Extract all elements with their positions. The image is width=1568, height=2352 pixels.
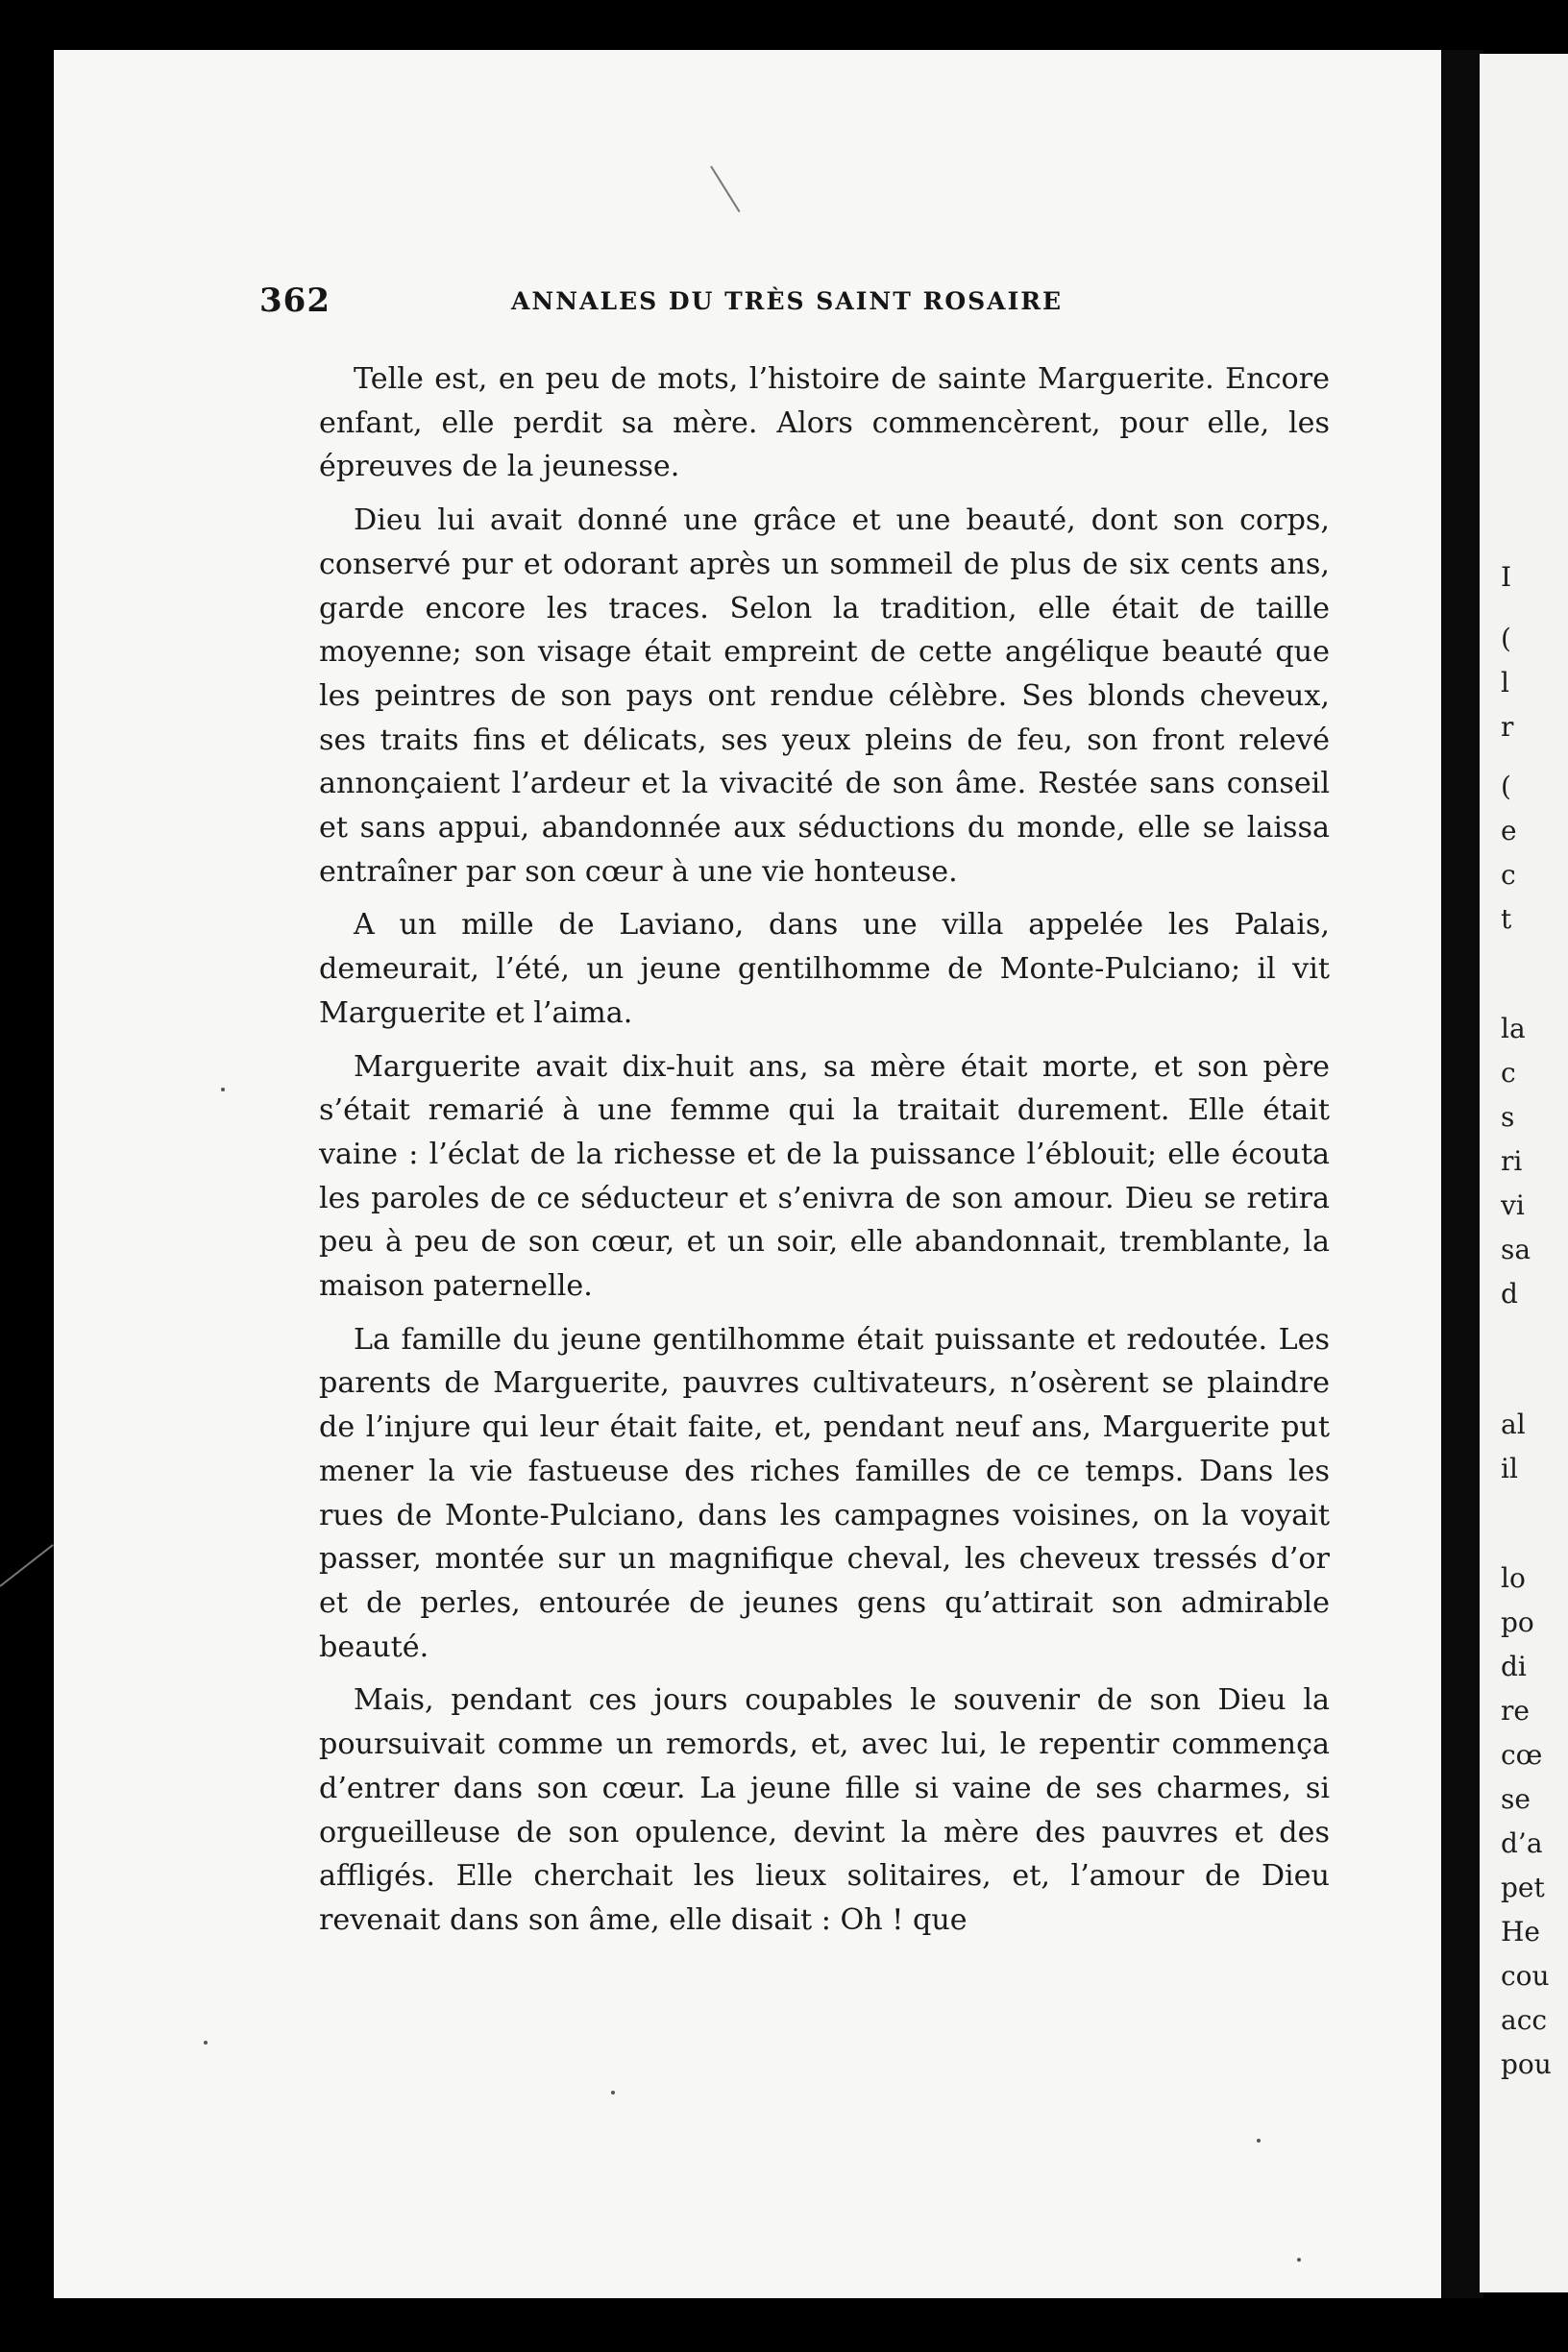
fragment: la	[1501, 1013, 1526, 1044]
paper-speck	[1257, 2139, 1261, 2143]
fragment: d’a	[1501, 1827, 1543, 1859]
fragment: d	[1501, 1278, 1518, 1310]
book-gutter	[1441, 50, 1483, 2298]
fragment: lo	[1501, 1562, 1526, 1594]
fragment: I	[1501, 561, 1512, 593]
fragment: il	[1501, 1453, 1518, 1484]
fragment: acc	[1501, 2004, 1548, 2036]
fragment: ri	[1501, 1145, 1523, 1177]
fragment: cou	[1501, 1960, 1550, 1992]
running-title: ANNALES DU TRÈS SAINT ROSAIRE	[511, 287, 1064, 315]
next-page-edge	[1480, 54, 1568, 2292]
fragment: re	[1501, 1695, 1530, 1727]
paper-speck	[1297, 2258, 1301, 2262]
paragraph: La famille du jeune gentilhomme était puissante et redoutée. Les parents de Marguerite, pauvres cultivateurs, n’osèrent se plaindre de l’injure qui leur était faite, et, pendant neuf ans, Marguerite put mener la vie fastueuse des riches familles de ce temps. Dans les rues de Monte-Pulciano, dans les campagnes voisines, on la voyait passer, montée sur un magnifique cheval, les cheveux tressés d’or et de perles, entourée de jeunes gens qu’attirait son admirable beauté.	[319, 1322, 1330, 1664]
paper-speck	[221, 1088, 225, 1091]
paragraph: Mais, pendant ces jours coupables le souvenir de son Dieu la poursuivait comme un remords, et, avec lui, le repentir commença d’entrer dans son cœur. La jeune fille si vaine de ses charmes, si orgueilleuse de son opulence, devint la mère des pauvres et des affligés. Elle cherchait les lieux solitaires, et, l’amour de Dieu revenait dans son âme, elle disait : Oh ! que	[319, 1683, 1330, 1937]
fragment: t	[1501, 903, 1512, 935]
fragment: (	[1501, 771, 1511, 802]
page-header	[259, 282, 1326, 330]
fragment: He	[1501, 1916, 1540, 1948]
fragment: c	[1501, 1057, 1516, 1089]
page-body	[319, 357, 1330, 1943]
fragment: s	[1501, 1101, 1515, 1133]
fragment: vi	[1501, 1189, 1525, 1221]
fragment: al	[1501, 1409, 1526, 1440]
fragment: po	[1501, 1606, 1534, 1638]
next-page-text-fragments	[1480, 54, 1568, 2292]
paper-speck	[204, 2041, 208, 2045]
film-scratch	[0, 1544, 54, 1587]
fragment: pet	[1501, 1872, 1545, 1903]
fragment: e	[1501, 815, 1517, 846]
fragment: se	[1501, 1783, 1531, 1815]
fragment: r	[1501, 711, 1514, 743]
fragment: l	[1501, 667, 1509, 698]
fragment: cœ	[1501, 1739, 1543, 1771]
fragment: (	[1501, 623, 1511, 654]
paper-speck	[611, 2091, 615, 2095]
paragraph: Dieu lui avait donné une grâce et une beauté, dont son corps, conservé pur et odorant après un sommeil de plus de six cents ans, garde encore les traces. Selon la tradition, elle était de taille moyenne; son visage était empreint de cette angélique beauté que les peintres de son pays ont rendue célèbre. Ses blonds cheveux, ses traits fins et délicats, ses yeux pleins de feu, son front relevé annonçaient l’ardeur et la vivacité de son âme. Restée sans conseil et sans appui, abandonnée aux séductions du monde, elle se laissa entraîner par son cœur à une vie honteuse.	[319, 503, 1330, 889]
fragment: c	[1501, 859, 1516, 891]
fragment: di	[1501, 1651, 1527, 1682]
paper-scratch	[710, 165, 740, 212]
fragment: sa	[1501, 1234, 1531, 1265]
fragment: pou	[1501, 2048, 1552, 2080]
paragraph: A un mille de Laviano, dans une villa appelée les Palais, demeurait, l’été, un jeune gentilhomme de Monte-Pulciano; il vit Marguerite et l’aima.	[319, 908, 1330, 1030]
page-number: 362	[259, 282, 331, 320]
paragraph: Telle est, en peu de mots, l’histoire de sainte Marguerite. Encore enfant, elle perdit sa mère. Alors commencèrent, pour elle, les épreuves de la jeunesse.	[319, 362, 1330, 484]
paragraph: Marguerite avait dix-huit ans, sa mère était morte, et son père s’était remarié à une femme qui la traitait durement. Elle était vaine : l’éclat de la richesse et de la puissance l’éblouit; elle écouta les paroles de ce séducteur et s’enivra de son amour. Dieu se retira peu à peu de son cœur, et un soir, elle abandonnait, tremblante, la maison paternelle.	[319, 1049, 1330, 1304]
